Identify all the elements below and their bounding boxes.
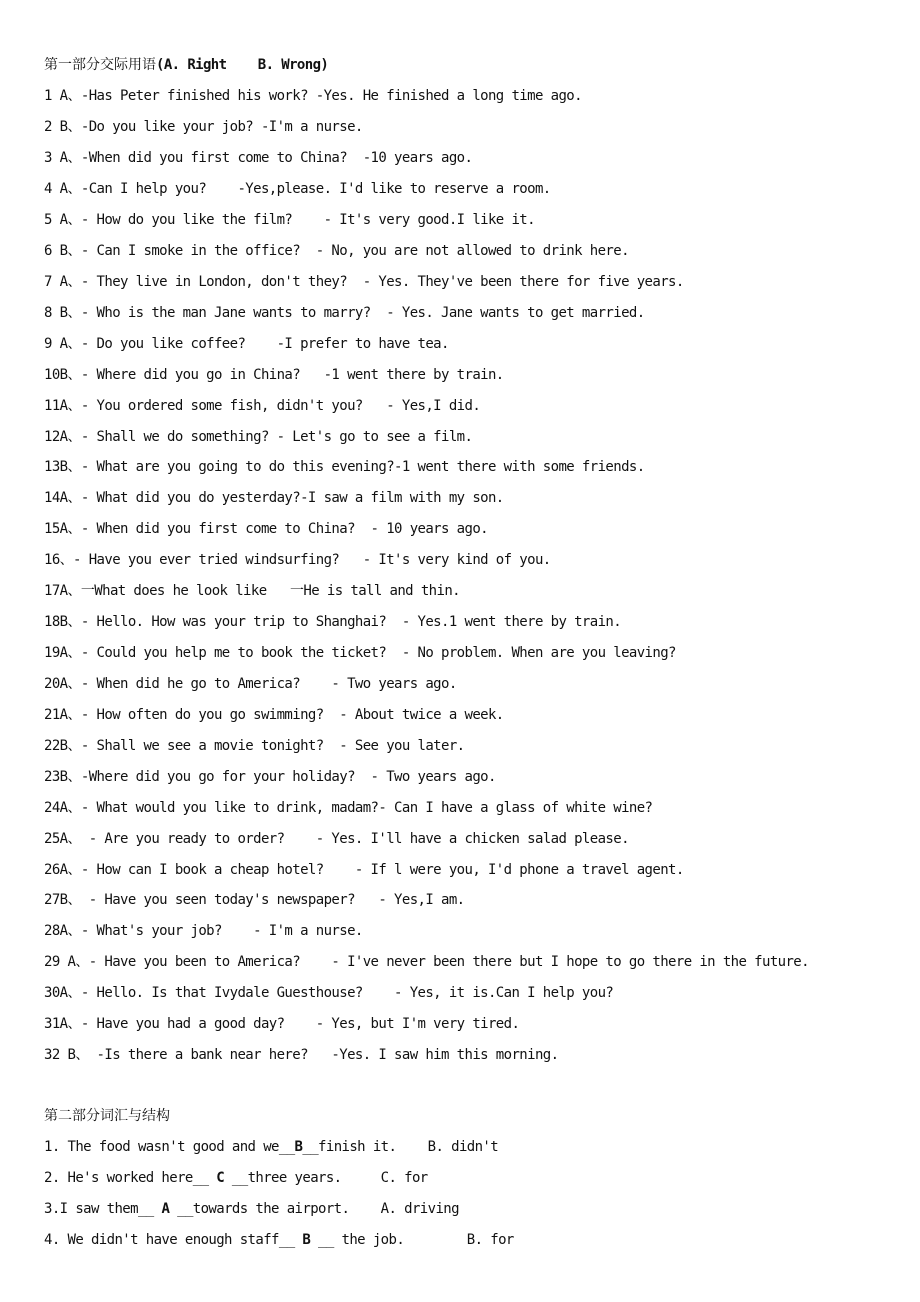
- part1-item: 16、- Have you ever tried windsurfing? - It's very kind of you.: [44, 552, 551, 568]
- part1-item: 4 A、-Can I help you? -Yes,please. I'd like to reserve a room.: [44, 181, 551, 197]
- part1-item: 15A、- When did you first come to China? - 10 years ago.: [44, 521, 488, 537]
- part1-item: 20A、- When did he go to America? - Two years ago.: [44, 676, 457, 692]
- question-text: __ the job. B. for: [310, 1232, 514, 1248]
- part2-item: [44, 1138, 498, 1156]
- part1-item: 3 A、-When did you first come to China? -10 years ago.: [44, 150, 473, 166]
- part1-item: 28A、- What's your job? - I'm a nurse.: [44, 923, 363, 939]
- question-text: 2. He's worked here__: [44, 1170, 217, 1186]
- part1-item: 23B、-Where did you go for your holiday? - Two years ago.: [44, 769, 496, 785]
- part1-item: 12A、- Shall we do something? - Let's go to see a film.: [44, 429, 473, 445]
- part1-item: 26A、- How can I book a cheap hotel? - If l were you, I'd phone a travel agent.: [44, 862, 684, 878]
- part2-item: [44, 1200, 459, 1218]
- part1-item: 18B、- Hello. How was your trip to Shanghai? - Yes.1 went there by train.: [44, 614, 622, 630]
- part1-heading: [44, 56, 328, 74]
- part1-item: 9 A、- Do you like coffee? -I prefer to have tea.: [44, 336, 449, 352]
- part1-item: 25A、 - Are you ready to order? - Yes. I'll have a chicken salad please.: [44, 831, 629, 847]
- part1-item: 19A、- Could you help me to book the ticket? - No problem. When are you leaving?: [44, 645, 676, 661]
- answer-letter: B: [294, 1139, 303, 1155]
- part1-item: 21A、- How often do you go swimming? - About twice a week.: [44, 707, 504, 723]
- part2-item: [44, 1169, 428, 1187]
- part1-item: 31A、- Have you had a good day? - Yes, but I'm very tired.: [44, 1016, 520, 1032]
- part1-item: 6 B、- Can I smoke in the office? - No, you are not allowed to drink here.: [44, 243, 629, 259]
- part1-item: 1 A、-Has Peter finished his work? -Yes. He finished a long time ago.: [44, 88, 582, 104]
- part1-item: 13B、- What are you going to do this evening?-1 went there with some friends.: [44, 459, 645, 475]
- answer-letter: B: [302, 1232, 311, 1248]
- part1-item: 10B、- Where did you go in China? -1 went there by train.: [44, 367, 504, 383]
- question-text: 4. We didn't have enough staff__: [44, 1232, 303, 1248]
- part1-item: 27B、 - Have you seen today's newspaper? - Yes,I am.: [44, 892, 465, 908]
- question-text: 3.I saw them__: [44, 1201, 162, 1217]
- part1-title: 第一部分交际用语: [44, 57, 156, 73]
- question-text: 1. The food wasn't good and we__: [44, 1139, 295, 1155]
- part1-item: 7 A、- They live in London, don't they? - Yes. They've been there for five years.: [44, 274, 684, 290]
- question-text: __three years. C. for: [224, 1170, 428, 1186]
- part1-item: 8 B、- Who is the man Jane wants to marry? - Yes. Jane wants to get married.: [44, 305, 645, 321]
- part1-item: 5 A、- How do you like the film? - It's very good.I like it.: [44, 212, 535, 228]
- part1-item: 17A、一What does he look like 一He is tall and thin.: [44, 583, 460, 599]
- part1-item: 2 B、-Do you like your job? -I'm a nurse.: [44, 119, 363, 135]
- part1-item: 22B、- Shall we see a movie tonight? - See you later.: [44, 738, 465, 754]
- part1-item: 32 B、 -Is there a bank near here? -Yes. I saw him this morning.: [44, 1047, 559, 1063]
- part1-item: 29 A、- Have you been to America? - I've never been there but I hope to go there in the future.: [44, 954, 809, 970]
- part1-options: (A. Right B. Wrong): [156, 57, 329, 73]
- part1-item: 24A、- What would you like to drink, madam?- Can I have a glass of white wine?: [44, 800, 653, 816]
- part1-item: 30A、- Hello. Is that Ivydale Guesthouse? - Yes, it is.Can I help you?: [44, 985, 614, 1001]
- question-text: __towards the airport. A. driving: [169, 1201, 459, 1217]
- part2-heading: 第二部分词汇与结构: [44, 1108, 170, 1124]
- part2-item: [44, 1231, 514, 1249]
- part1-item: 11A、- You ordered some fish, didn't you? - Yes,I did.: [44, 398, 481, 414]
- answer-letter: A: [161, 1201, 170, 1217]
- part1-item: 14A、- What did you do yesterday?-I saw a film with my son.: [44, 490, 504, 506]
- answer-letter: C: [216, 1170, 225, 1186]
- question-text: __finish it. B. didn't: [302, 1139, 499, 1155]
